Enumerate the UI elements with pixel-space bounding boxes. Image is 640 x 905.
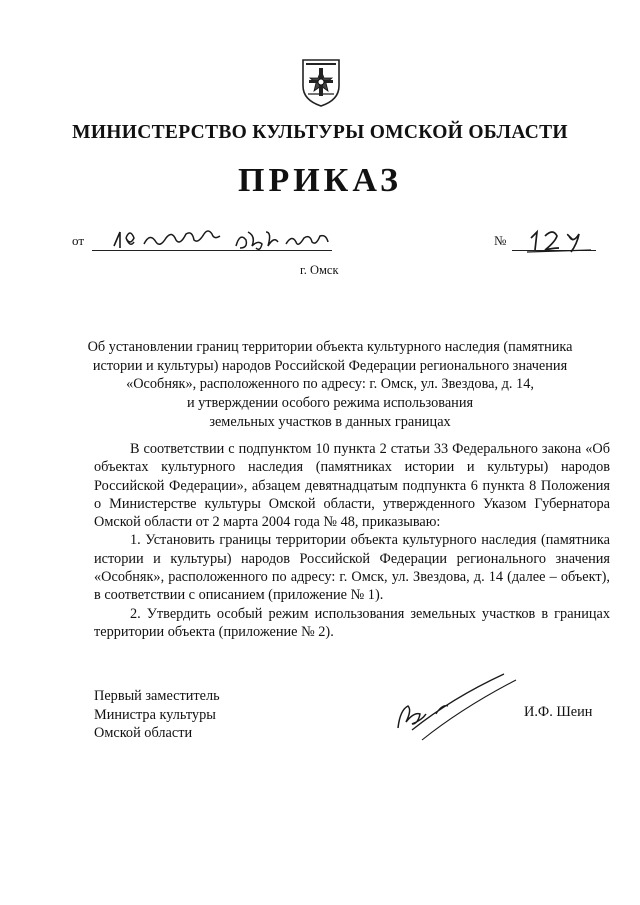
- order-item-2: 2. Утвердить особый режим использования земельных участков в границах территории объекта (приложение № 2).: [94, 605, 610, 640]
- omsk-coat-of-arms-icon: [300, 56, 342, 108]
- subject-line: и утверждении особого режима использования: [186, 395, 474, 412]
- number-prefix: №: [494, 233, 507, 248]
- handwritten-number: [525, 226, 595, 258]
- subject-line: Об установлении границ территории объекта культурного наследия (памятника: [87, 339, 573, 355]
- signer-title-line: Министра культуры: [94, 706, 216, 723]
- subject-line: земельных участков в данных границах: [209, 413, 451, 430]
- signer-name: И.Ф. Шеин: [524, 704, 593, 720]
- preamble-paragraph: В соответствии с подпунктом 10 пункта 2 статьи 33 Федерального закона «Об объектах культурного наследия (памятниках истории и культуры) народов Российской Федерации», абзацем девятнадцатым подпункта 6 пункта 8 Положения о Министерстве культуры Омской области, утвержденного Указом Губернатора Омской области от 2 марта 2004 года № 48, приказываю:: [94, 441, 610, 531]
- order-item-1: 1. Установить границы территории объекта культурного наследия (памятника истории и культуры) народов Российской Федерации регионального значения «Особняк», расположенного по адресу: г. Омск, ул. Звездова, д. 14 (далее – объект), в соответствии с описанием (приложение № 1).: [94, 532, 610, 604]
- document-type-title: ПРИКАЗ: [238, 162, 402, 199]
- signer-position: [94, 687, 220, 743]
- signer-title-line: Омской области: [94, 725, 193, 742]
- handwritten-signature: [392, 668, 522, 748]
- order-subject: [80, 338, 580, 432]
- handwritten-date: [110, 226, 340, 258]
- order-body: [94, 440, 610, 641]
- signer-title-line: Первый заместитель: [94, 688, 220, 704]
- ministry-title: МИНИСТЕРСТВО КУЛЬТУРЫ ОМСКОЙ ОБЛАСТИ: [72, 122, 568, 143]
- subject-line: истории и культуры) народов Российской Федерации регионального значения: [92, 357, 568, 374]
- city-label: г. Омск: [300, 263, 339, 277]
- date-prefix: от: [72, 233, 85, 248]
- subject-line: «Особняк», расположенного по адресу: г. Омск, ул. Звездова, д. 14,: [126, 376, 534, 393]
